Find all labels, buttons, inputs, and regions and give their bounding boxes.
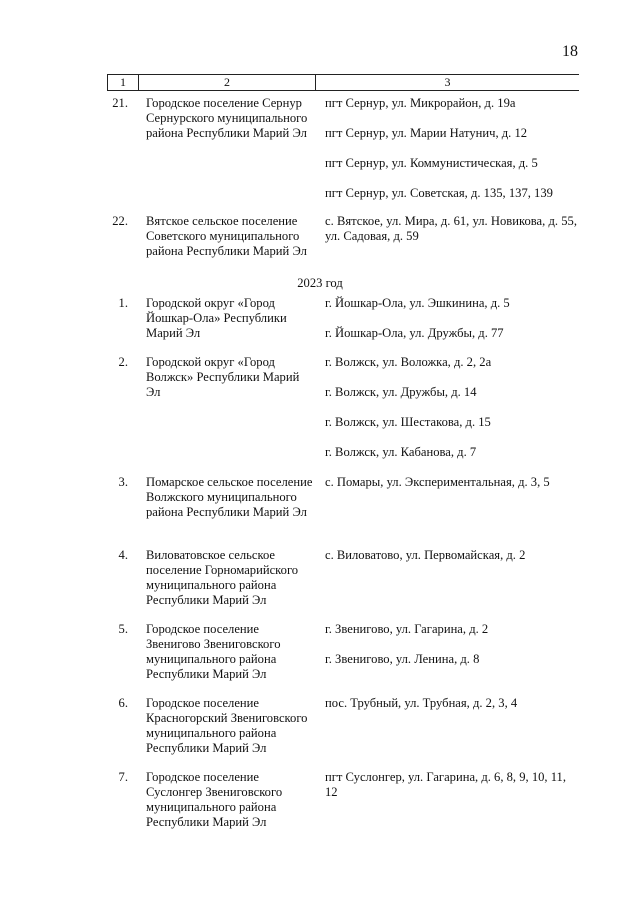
table-header xyxy=(107,74,579,91)
row-number: 22. xyxy=(112,214,128,228)
address-list xyxy=(325,696,577,711)
address: пгт Сернур, ул. Советская, д. 135, 137, 139 xyxy=(325,186,553,200)
address-list xyxy=(325,770,577,800)
address: пгт Сернур, ул. Микрорайон, д. 19а xyxy=(325,96,516,110)
address: г. Звенигово, ул. Ленина, д. 8 xyxy=(325,652,480,666)
municipality-name: Городской округ «Город Йошкар-Ола» Республики Марий Эл xyxy=(146,296,287,340)
row-number: 6. xyxy=(118,696,128,710)
row-number: 4. xyxy=(118,548,128,562)
address-list xyxy=(325,622,577,667)
page-number: 18 xyxy=(562,43,578,60)
municipality-name: Виловатовское сельское поселение Горномарийского муниципального района Республики Марий Эл xyxy=(146,548,299,607)
municipality-name: Городское поселение Красногорский Звениговского муниципального района Республики Марий Эл xyxy=(146,696,308,755)
municipality-name: Вятское сельское поселение Советского муниципального района Республики Марий Эл xyxy=(146,214,307,258)
address: г. Волжск, ул. Дружбы, д. 14 xyxy=(325,385,477,399)
address: г. Волжск, ул. Шестакова, д. 15 xyxy=(325,415,491,429)
address-list xyxy=(325,355,577,460)
address: пгт Суслонгер, ул. Гагарина, д. 6, 8, 9, 10, 11, 12 xyxy=(325,770,566,799)
row-number: 1. xyxy=(118,296,128,310)
address-list xyxy=(325,214,577,244)
municipality-name: Помарское сельское поселение Волжского муниципального района Республики Марий Эл xyxy=(146,475,313,519)
municipality-name: Городское поселение Звенигово Звениговского муниципального района Республики Марий Эл xyxy=(146,622,281,681)
address: с. Виловатово, ул. Первомайская, д. 2 xyxy=(325,548,526,562)
row-number: 2. xyxy=(118,355,128,369)
column-header-1: 1 xyxy=(107,75,138,90)
address-list xyxy=(325,475,577,490)
row-number: 21. xyxy=(112,96,128,110)
address: с. Помары, ул. Экспериментальная, д. 3, 5 xyxy=(325,475,550,489)
address: пгт Сернур, ул. Марии Натунич, д. 12 xyxy=(325,126,528,140)
row-number: 3. xyxy=(118,475,128,489)
column-header-2: 2 xyxy=(138,75,316,90)
municipality-name: Городское поселение Суслонгер Звениговского муниципального района Республики Марий Эл xyxy=(146,770,283,829)
row-number: 5. xyxy=(118,622,128,636)
address: пгт Сернур, ул. Коммунистическая, д. 5 xyxy=(325,156,538,170)
municipality-name: Городской округ «Город Волжск» Республики Марий Эл xyxy=(146,355,300,399)
address: г. Йошкар-Ола, ул. Дружбы, д. 77 xyxy=(325,326,504,340)
column-header-3: 3 xyxy=(444,75,451,89)
municipality-name: Городское поселение Сернур Сернурского муниципального района Республики Марий Эл xyxy=(146,96,308,140)
address: пос. Трубный, ул. Трубная, д. 2, 3, 4 xyxy=(325,696,518,710)
year-heading: 2023 год xyxy=(297,276,343,290)
row-number: 7. xyxy=(118,770,128,784)
address: г. Волжск, ул. Кабанова, д. 7 xyxy=(325,445,477,459)
address-list xyxy=(325,96,577,201)
address: г. Йошкар-Ола, ул. Эшкинина, д. 5 xyxy=(325,296,510,310)
address: с. Вятское, ул. Мира, д. 61, ул. Новикова, д. 55, ул. Садовая, д. 59 xyxy=(325,214,577,243)
address-list xyxy=(325,296,577,341)
address: г. Звенигово, ул. Гагарина, д. 2 xyxy=(325,622,489,636)
address: г. Волжск, ул. Воложка, д. 2, 2а xyxy=(325,355,492,369)
address-list xyxy=(325,548,577,563)
